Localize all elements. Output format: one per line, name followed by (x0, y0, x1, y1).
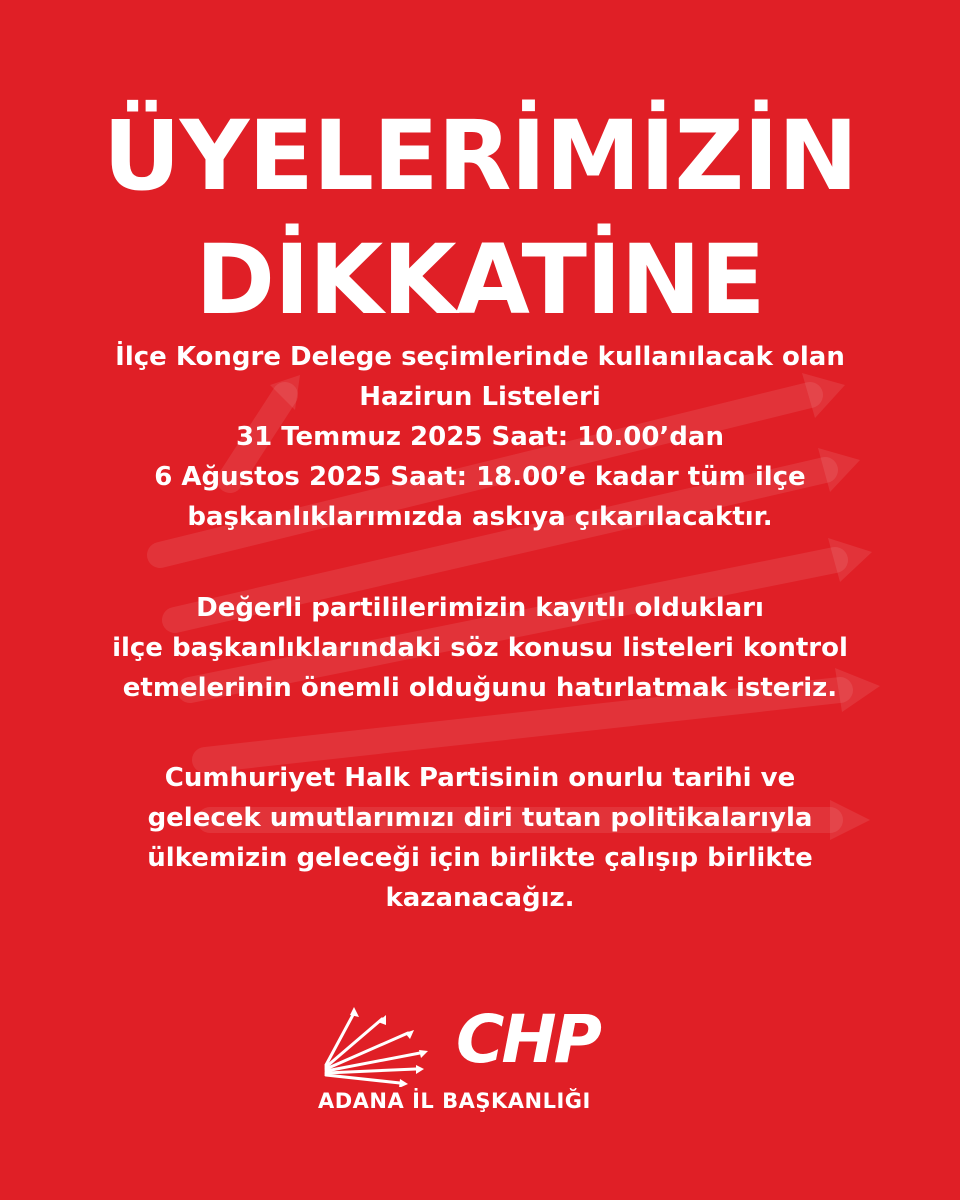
announcement-line: 31 Temmuz 2025 Saat: 10.00’dan (236, 422, 724, 452)
announcement-line: 6 Ağustos 2025 Saat: 18.00’e kadar tüm ilçe (154, 462, 806, 492)
reminder-line: etmelerinin önemli olduğunu hatırlatmak isteriz. (122, 673, 838, 703)
reminder-line: Değerli partililerimizin kayıtlı oldukları (196, 593, 764, 623)
chp-wordmark: CHP (456, 1001, 600, 1078)
announcement-line: başkanlıklarımızda askıya çıkarılacaktır. (187, 502, 773, 532)
logo-subtitle: ADANA İL BAŞKANLIĞI (318, 1089, 591, 1113)
announcement-line: Hazirun Listeleri (359, 382, 601, 412)
closing-line: kazanacağız. (385, 883, 575, 913)
closing-line: Cumhuriyet Halk Partisinin onurlu tarihi ve (164, 763, 796, 793)
headline-line-2: DİKKATİNE (195, 224, 765, 336)
chp-logo (318, 1001, 648, 1115)
headline-line-1: ÜYELERİMİZİN (102, 100, 858, 212)
closing-line: gelecek umutlarımızı diri tutan politikalarıyla (147, 803, 813, 833)
closing-paragraph (30, 758, 930, 918)
six-arrows-icon (320, 1005, 432, 1087)
closing-line: ülkemizin geleceği için birlikte çalışıp birlikte (147, 843, 813, 873)
reminder-paragraph (30, 588, 930, 708)
reminder-line: ilçe başkanlıklarındaki söz konusu listeleri kontrol (112, 633, 848, 663)
announcement-line: İlçe Kongre Delege seçimlerinde kullanılacak olan (115, 342, 845, 372)
announcement-paragraph (30, 337, 930, 537)
